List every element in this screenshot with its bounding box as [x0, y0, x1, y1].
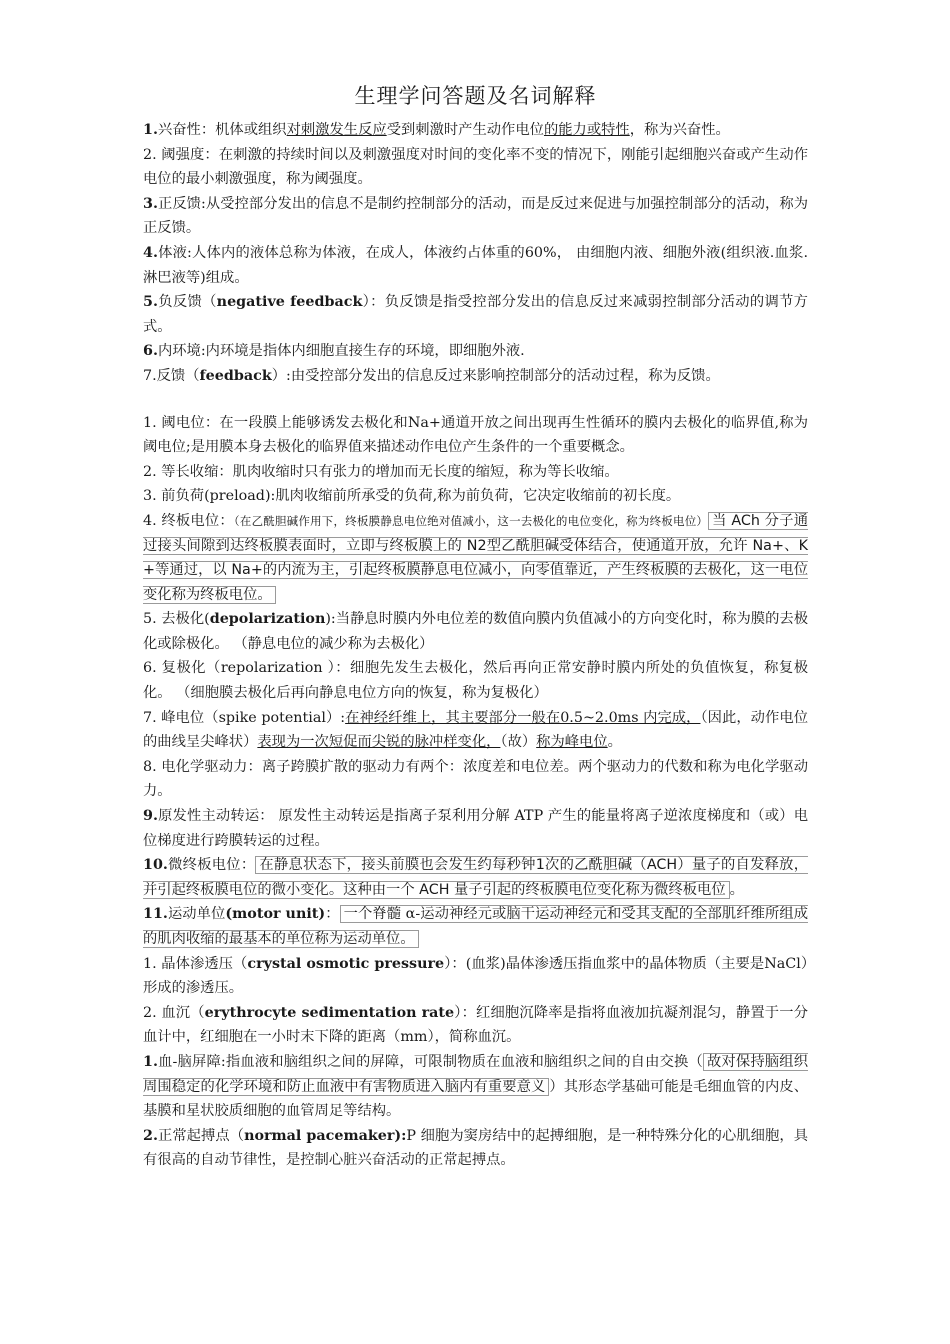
def-text: 内环境:内环境是指体内细胞直接生存的环境，即细胞外液. — [157, 343, 525, 360]
section-gap — [143, 389, 808, 411]
underlined-text: 在神经纤维上，其主要部分一般在0.5~2.0ms 内完成， — [345, 709, 701, 726]
item-number: 1. — [143, 1053, 158, 1070]
underlined-text: 对刺激发生反应 — [286, 122, 387, 138]
underlined-text: 称为峰电位 — [536, 734, 608, 751]
def-positive-feedback — [143, 192, 808, 241]
english-term: (motor unit) — [225, 906, 326, 923]
def-text: （故） — [500, 734, 537, 751]
def-primary-active-transport — [143, 804, 808, 853]
def-text: ）：负反馈是指受控部分发出的信息反过来减弱控制部分活动的调节方式。 — [143, 294, 808, 335]
def-repolarization: 6. 复极化（repolarization ）：细胞先发生去极化，然后再向正常安静时膜内所处的负值恢复，称复极化。 （细胞膜去极化后再向静息电位方向的恢复，称为复极化） — [143, 660, 808, 702]
english-term: normal pacemaker): — [244, 1127, 407, 1144]
def-text: ）：红细胞沉降率是指将血液加抗凝剂混匀，静置于一分血计中，红细胞在一小时末下降的距离（mm），简称血沉。 — [143, 1004, 808, 1046]
def-miniature-endplate-potential — [143, 853, 808, 902]
underlined-text: 表现为一次短促而尖锐的脉冲样变化， — [257, 734, 501, 751]
def-text: 1. 晶体渗透压（ — [143, 955, 248, 972]
def-threshold-intensity: 2. 阈强度：在刺激的持续时间以及刺激强度对时间的变化率不变的情况下，刚能引起细胞兴奋或产生动作电位的最小刺激强度，称为阈强度。 — [143, 146, 808, 188]
english-term: erythrocyte sedimentation rate — [204, 1004, 455, 1021]
english-term: depolarization — [209, 611, 326, 628]
def-internal-environment — [143, 339, 808, 364]
def-isometric-contraction: 2. 等长收缩：肌肉收缩时只有张力的增加而无长度的缩短，称为等长收缩。 — [143, 463, 619, 480]
english-term: negative feedback — [216, 294, 363, 311]
boxed-text: 故对保持脑组织周围稳定的化学环境和防止血液中有害物质进入脑内有重要意义 — [143, 1053, 809, 1095]
def-text: ）：(血浆)晶体渗透压指血浆中的晶体物质（主要是NaCl）形成的渗透压。 — [143, 955, 809, 997]
def-depolarization — [143, 607, 808, 656]
def-feedback — [143, 364, 808, 389]
item-number: 5. — [143, 294, 158, 311]
def-text: 运动单位 — [167, 906, 226, 923]
def-text: 正常起搏点（ — [157, 1127, 245, 1144]
def-text: 4. 终板电位： — [143, 512, 234, 529]
def-electrochemical-driving-force: 8. 电化学驱动力：离子跨膜扩散的驱动力有两个：浓度差和电位差。两个驱动力的代数和称为电化学驱动力。 — [143, 758, 808, 800]
def-text: 。 — [607, 734, 622, 751]
def-text: 受到刺激时产生动作电位 — [386, 122, 544, 138]
def-negative-feedback — [143, 290, 808, 339]
def-normal-pacemaker — [143, 1124, 808, 1173]
def-text: 正反馈:从受控部分发出的信息不是制约控制部分的活动，而是反过来促进与加强控制部分的活动，称为正反馈。 — [143, 195, 808, 237]
item-number: 11. — [143, 906, 168, 923]
item-number: 2. — [143, 1127, 158, 1144]
def-motor-unit — [143, 902, 808, 951]
def-text: 5. 去极化( — [143, 611, 210, 628]
def-text: ):当静息时膜内外电位差的数值向膜内负值减小的方向变化时，称为膜的去极化或除极化。 （静息电位的减少称为去极化） — [143, 611, 808, 652]
item-number: 4. — [143, 244, 158, 261]
def-text: ，称为兴奋性。 — [629, 122, 730, 138]
def-threshold-potential: 1. 阈电位：在一段膜上能够诱发去极化和Na+通道开放之间出现再生性循环的膜内去极化的临界值,称为阈电位;是用膜本身去极化的临界值来描述动作电位产生条件的一个重要概念。 — [143, 414, 808, 456]
def-crystal-osmotic-pressure — [143, 952, 808, 1001]
def-preload: 3. 前负荷(preload):肌肉收缩前所承受的负荷,称为前负荷，它决定收缩前的初长度。 — [143, 488, 681, 505]
def-text: 7. 峰电位（spike potential）: — [143, 709, 346, 726]
def-blood-brain-barrier — [143, 1050, 808, 1124]
boxed-text: 一个脊髓 α-运动神经元或脑干运动神经元和受其支配的全部肌纤维所组成的肌肉收缩的最基本的单位称为运动单位。 — [143, 906, 809, 947]
def-text: P 细胞为窦房结中的起搏细胞，是一种特殊分化的心肌细胞，具有很高的自动节律性，是控制心脏兴奋活动的正常起搏点。 — [143, 1127, 808, 1169]
def-text: ）其形态学基础可能是毛细血管的内皮、基膜和星状胶质细胞的血管周足等结构。 — [143, 1078, 808, 1120]
item-number: 10. — [143, 857, 168, 874]
def-spike-potential — [143, 706, 808, 755]
english-term: feedback — [199, 367, 272, 384]
item-number: 9. — [143, 808, 158, 825]
def-text: 微终板电位： — [167, 857, 256, 874]
def-text: （因此，动作电位的曲线呈尖峰状） — [143, 709, 808, 751]
item-number: 6. — [143, 343, 158, 360]
def-text: 指血液和脑组织之间的屏障，可限制物质在血液和脑组织之间的自由交换（ — [225, 1053, 703, 1070]
def-text: 负反馈（ — [157, 294, 217, 311]
def-text: ）:由受控部分发出的信息反过来影响控制部分的活动过程，称为反馈。 — [271, 367, 720, 384]
def-esr — [143, 1001, 808, 1050]
boxed-text: 在静息状态下，接头前膜也会发生约每秒钟1次的乙酰胆碱（ACH）量子的自发释放，并引起终板膜电位的微小变化。这种由一个 ACH 量子引起的终板膜电位变化称为微终板电位 — [143, 857, 809, 898]
item-number: 3. — [143, 195, 158, 212]
def-excitability — [143, 118, 808, 143]
def-text: 兴奋性：机体或组织 — [157, 122, 287, 138]
def-text: ： — [325, 906, 340, 923]
document-page — [143, 80, 808, 1173]
def-text: 。 — [729, 881, 744, 898]
def-endplate-potential — [143, 509, 808, 607]
def-text: 原发性主动转运： 原发性主动转运是指离子泵利用分解 ATP 产生的能量将离子逆浓度梯度和（或）电位梯度进行跨膜转运的过程。 — [143, 808, 808, 849]
def-text: 血-脑屏障: — [157, 1053, 226, 1070]
def-text: 体液:人体内的液体总称为体液，在成人，体液约占体重的60%， 由细胞内液、细胞外液(组织液.血浆.淋巴液等)组成。 — [143, 244, 808, 286]
def-body-fluid — [143, 241, 808, 290]
item-number: 1. — [143, 122, 158, 138]
boxed-text: 当 ACh 分子通过接头间隙到达终板膜表面时，立即与终板膜上的 N2型乙酰胆碱受体结合，使通道开放，允许 Na+、K+等通过，以 Na+的内流为主，引起终板膜静息电位减小，向零值靠近，产生终板膜的去极化，这一电位变化称为终板电位。 — [143, 512, 808, 603]
note-text: （在乙酰胆碱作用下，终板膜静息电位绝对值减小，这一去极化的电位变化，称为终板电位） — [233, 513, 709, 528]
english-term: crystal osmotic pressure — [247, 955, 445, 972]
page-title: 生理学问答题及名词解释 — [354, 84, 597, 108]
def-text: 2. 血沉（ — [143, 1004, 205, 1021]
underlined-text: 的能力或特性 — [543, 122, 630, 138]
def-text: 7.反馈（ — [143, 367, 200, 384]
